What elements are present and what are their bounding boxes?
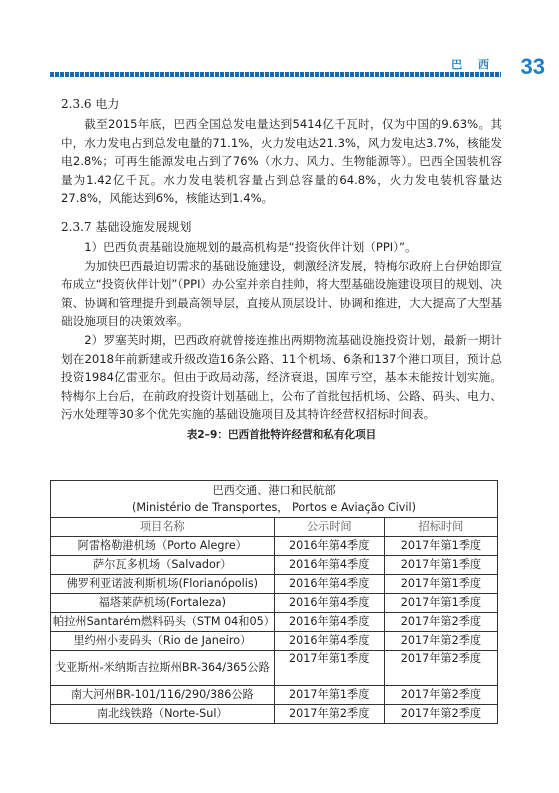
announce-time: 2016年第4季度 [274, 556, 384, 575]
tender-time: 2017年第2季度 [384, 705, 497, 724]
project-name: 戈亚斯州-米纳斯吉拉斯州BR-364/365公路 [51, 651, 275, 686]
tender-time: 2017年第1季度 [384, 575, 497, 594]
table-row [51, 705, 498, 724]
table-title-row [51, 481, 498, 518]
table-caption: 表2–9：巴西首批特许经营和私有化项目 [186, 428, 377, 441]
table-row [51, 537, 498, 556]
column-header-tender: 招标时间 [384, 518, 497, 537]
project-name: 福塔莱萨机场(Fortaleza) [51, 594, 275, 613]
page-header [0, 0, 559, 80]
announce-time: 2016年第4季度 [274, 575, 384, 594]
table-header-row [51, 518, 498, 537]
concession-projects-table [50, 480, 498, 724]
tender-time: 2017年第2季度 [384, 613, 497, 632]
page-number: 33 [520, 54, 545, 79]
running-header-country: 巴 西 [451, 58, 495, 71]
table-row [51, 613, 498, 632]
header-rule [50, 72, 501, 77]
section-heading-power: 2.3.6 电力 [61, 97, 120, 111]
table-row [51, 632, 498, 651]
paragraph-ppi-intro: 1）巴西负责基础设施规划的最高机构是“投资伙伴计划（PPI）”。 [84, 239, 417, 254]
column-header-project: 项目名称 [51, 518, 275, 537]
announce-time: 2016年第4季度 [274, 632, 384, 651]
tender-time: 2017年第1季度 [384, 556, 497, 575]
paragraph-ppi-detail: 为加快巴西最迫切需求的基础设施建设，刺激经济发展，特梅尔政府上台伊始即宣布成立“投资伙伴计划”（PPI）办公室并亲自挂帅，将大型基础设施建设项目的规划、决策、协调和管理提升到最高领导层，直接从顶层设计、协调和推进，大大提高了大型基础设施项目的决策效率。 [61, 258, 502, 329]
main-content [61, 95, 502, 445]
table-row [51, 594, 498, 613]
project-name: 萨尔瓦多机场（Salvador） [51, 556, 275, 575]
section-heading-planning: 2.3.7 基础设施发展规划 [61, 219, 192, 234]
announce-time: 2017年第1季度 [274, 651, 384, 686]
project-name: 南大河州BR-101/116/290/386公路 [51, 686, 275, 705]
table-row [51, 575, 498, 594]
announce-time: 2016年第4季度 [274, 537, 384, 556]
table-row [51, 686, 498, 705]
column-header-announce: 公示时间 [274, 518, 384, 537]
ministry-name-pt: (Ministério de Transportes， Portos e Aviação Civil) [132, 501, 416, 514]
announce-time: 2016年第4季度 [274, 594, 384, 613]
tender-time: 2017年第1季度 [384, 537, 497, 556]
ministry-name-cn: 巴西交通、港口和民航部 [212, 484, 336, 497]
project-name: 南北线铁路（Norte-Sul） [51, 705, 275, 724]
paragraph-logistics-plan: 2）罗塞芙时期，巴西政府就曾接连推出两期物流基础设施投资计划，最新一期计划在2018年前新建或升级改造16条公路、11个机场、6条和137个港口项目，预计总投资1984亿雷亚尔。但由于政局动荡，经济衰退，国库亏空，基本未能按计划实施。特梅尔上台后，在前政府投资计划基础上，公布了首批包括机场、公路、码头、电力、污水处理等30多个优先实施的基础设施项目及其特许经营权招标时间表。 [61, 332, 502, 422]
tender-time: 2017年第2季度 [384, 632, 497, 651]
announce-time: 2017年第1季度 [274, 686, 384, 705]
paragraph-power: 截至2015年底，巴西全国总发电量达到5414亿千瓦时，仅为中国的9.63%。其中，水力发电占到总发电量的71.1%，火力发电达21.3%，风力发电达3.7%，核能发电2.8%；可再生能源发电占到了76%（水力、风力、生物能源等）。巴西全国装机容量为1.42亿千瓦。水力发电装机容量占到总容量的64.8%，火力发电装机容量达27.8%，风能达到6%，核能达到1.4%。 [61, 117, 502, 206]
announce-time: 2016年第4季度 [274, 613, 384, 632]
announce-time: 2017年第2季度 [274, 705, 384, 724]
table-row [51, 651, 498, 686]
project-name: 阿雷格勒港机场（Porto Alegre） [51, 537, 275, 556]
tender-time: 2017年第2季度 [384, 686, 497, 705]
project-name: 佛罗利亚诺波利斯机场(Florianópolis) [51, 575, 275, 594]
table-row [51, 556, 498, 575]
tender-time: 2017年第1季度 [384, 594, 497, 613]
project-name: 帕拉州Santarém燃料码头（STM 04和05） [51, 613, 275, 632]
project-name: 里约州小麦码头（Rio de Janeiro） [51, 632, 275, 651]
tender-time: 2017年第2季度 [384, 651, 497, 686]
